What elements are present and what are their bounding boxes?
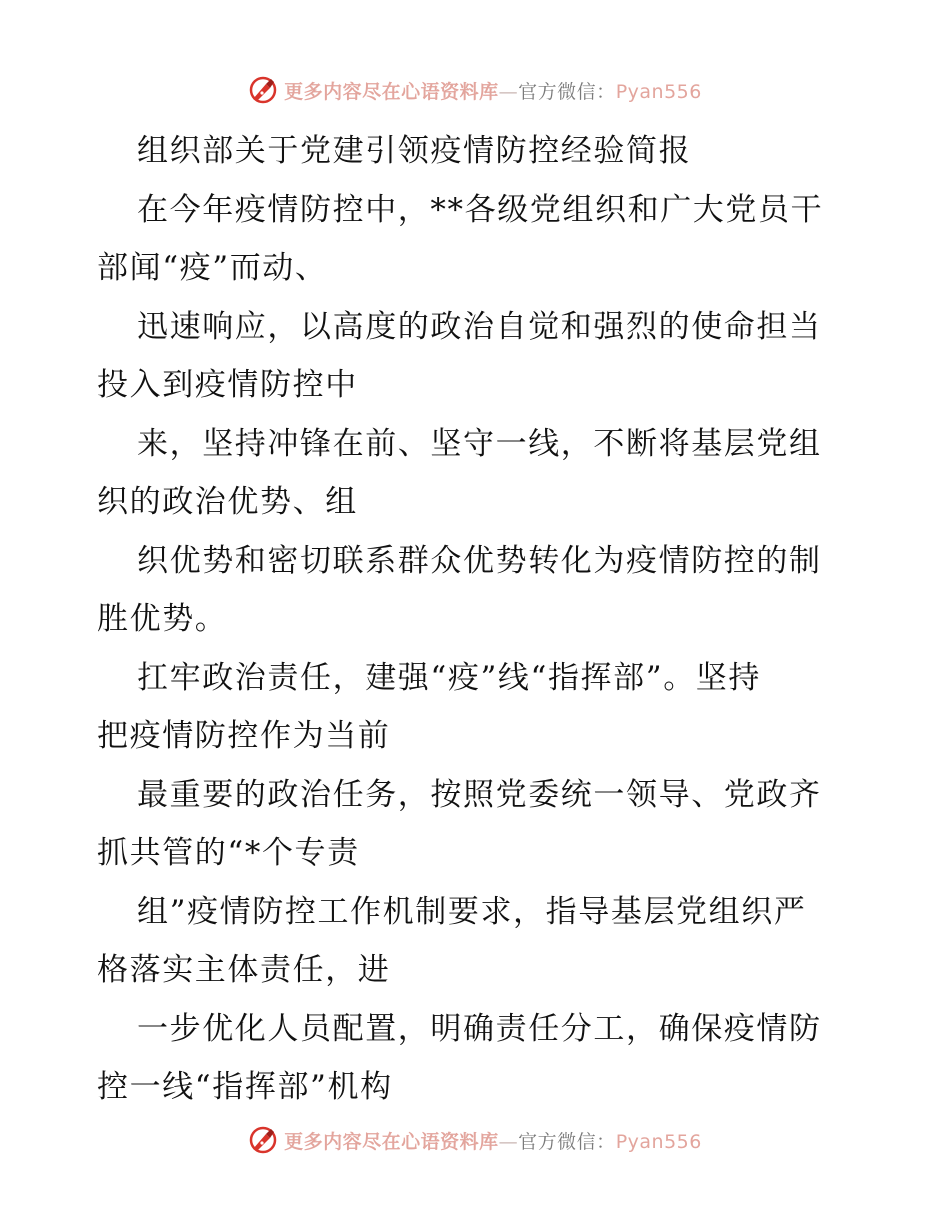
text-line: 格落实主体责任，进 xyxy=(97,952,391,988)
document-title: 组织部关于党建引领疫情防控经验简报 xyxy=(137,133,692,169)
text-line: 在今年疫情防控中，**各级党组织和广大党员干 xyxy=(137,191,824,228)
footer-banner xyxy=(0,1120,950,1160)
banner-dash: — xyxy=(498,80,519,103)
banner-wechat-id: Pyan556 xyxy=(615,1130,702,1153)
banner-wechat-id: Pyan556 xyxy=(615,80,702,103)
banner-main-text: 更多内容尽在心语资料库 xyxy=(284,1130,499,1153)
text-line: 抓共管的“*个专责 xyxy=(97,835,360,871)
pen-nib-logo-icon xyxy=(248,75,278,105)
banner-text xyxy=(284,77,702,104)
banner-main-text: 更多内容尽在心语资料库 xyxy=(284,80,499,103)
text-line: 把疫情防控作为当前 xyxy=(97,718,391,754)
text-line: 控一线“指挥部”机构 xyxy=(97,1069,393,1105)
text-line: 部闻“疫”而动、 xyxy=(97,250,328,286)
header-banner xyxy=(0,70,950,110)
banner-official-label: 官方微信： xyxy=(518,80,616,103)
text-line: 一步优化人员配置，明确责任分工，确保疫情防 xyxy=(137,1010,822,1047)
text-line: 迅速响应，以高度的政治自觉和强烈的使命担当 xyxy=(137,308,822,345)
text-line: 胜优势。 xyxy=(97,601,228,637)
text-line: 织优势和密切联系群众优势转化为疫情防控的制 xyxy=(137,542,822,579)
text-line: 织的政治优势、组 xyxy=(97,484,358,520)
pen-nib-logo-icon xyxy=(248,1125,278,1155)
banner-dash: — xyxy=(498,1130,519,1153)
document-body xyxy=(97,122,857,1117)
text-line: 投入到疫情防控中 xyxy=(97,367,358,403)
text-line: 来，坚持冲锋在前、坚守一线，不断将基层党组 xyxy=(137,425,822,462)
text-line: 最重要的政治任务，按照党委统一领导、党政齐 xyxy=(137,776,822,813)
text-line: 组”疫情防控工作机制要求，指导基层党组织严 xyxy=(137,893,807,930)
banner-text xyxy=(284,1127,702,1154)
banner-official-label: 官方微信： xyxy=(518,1130,616,1153)
text-line: 扛牢政治责任，建强“疫”线“指挥部”。坚持 xyxy=(137,659,761,696)
